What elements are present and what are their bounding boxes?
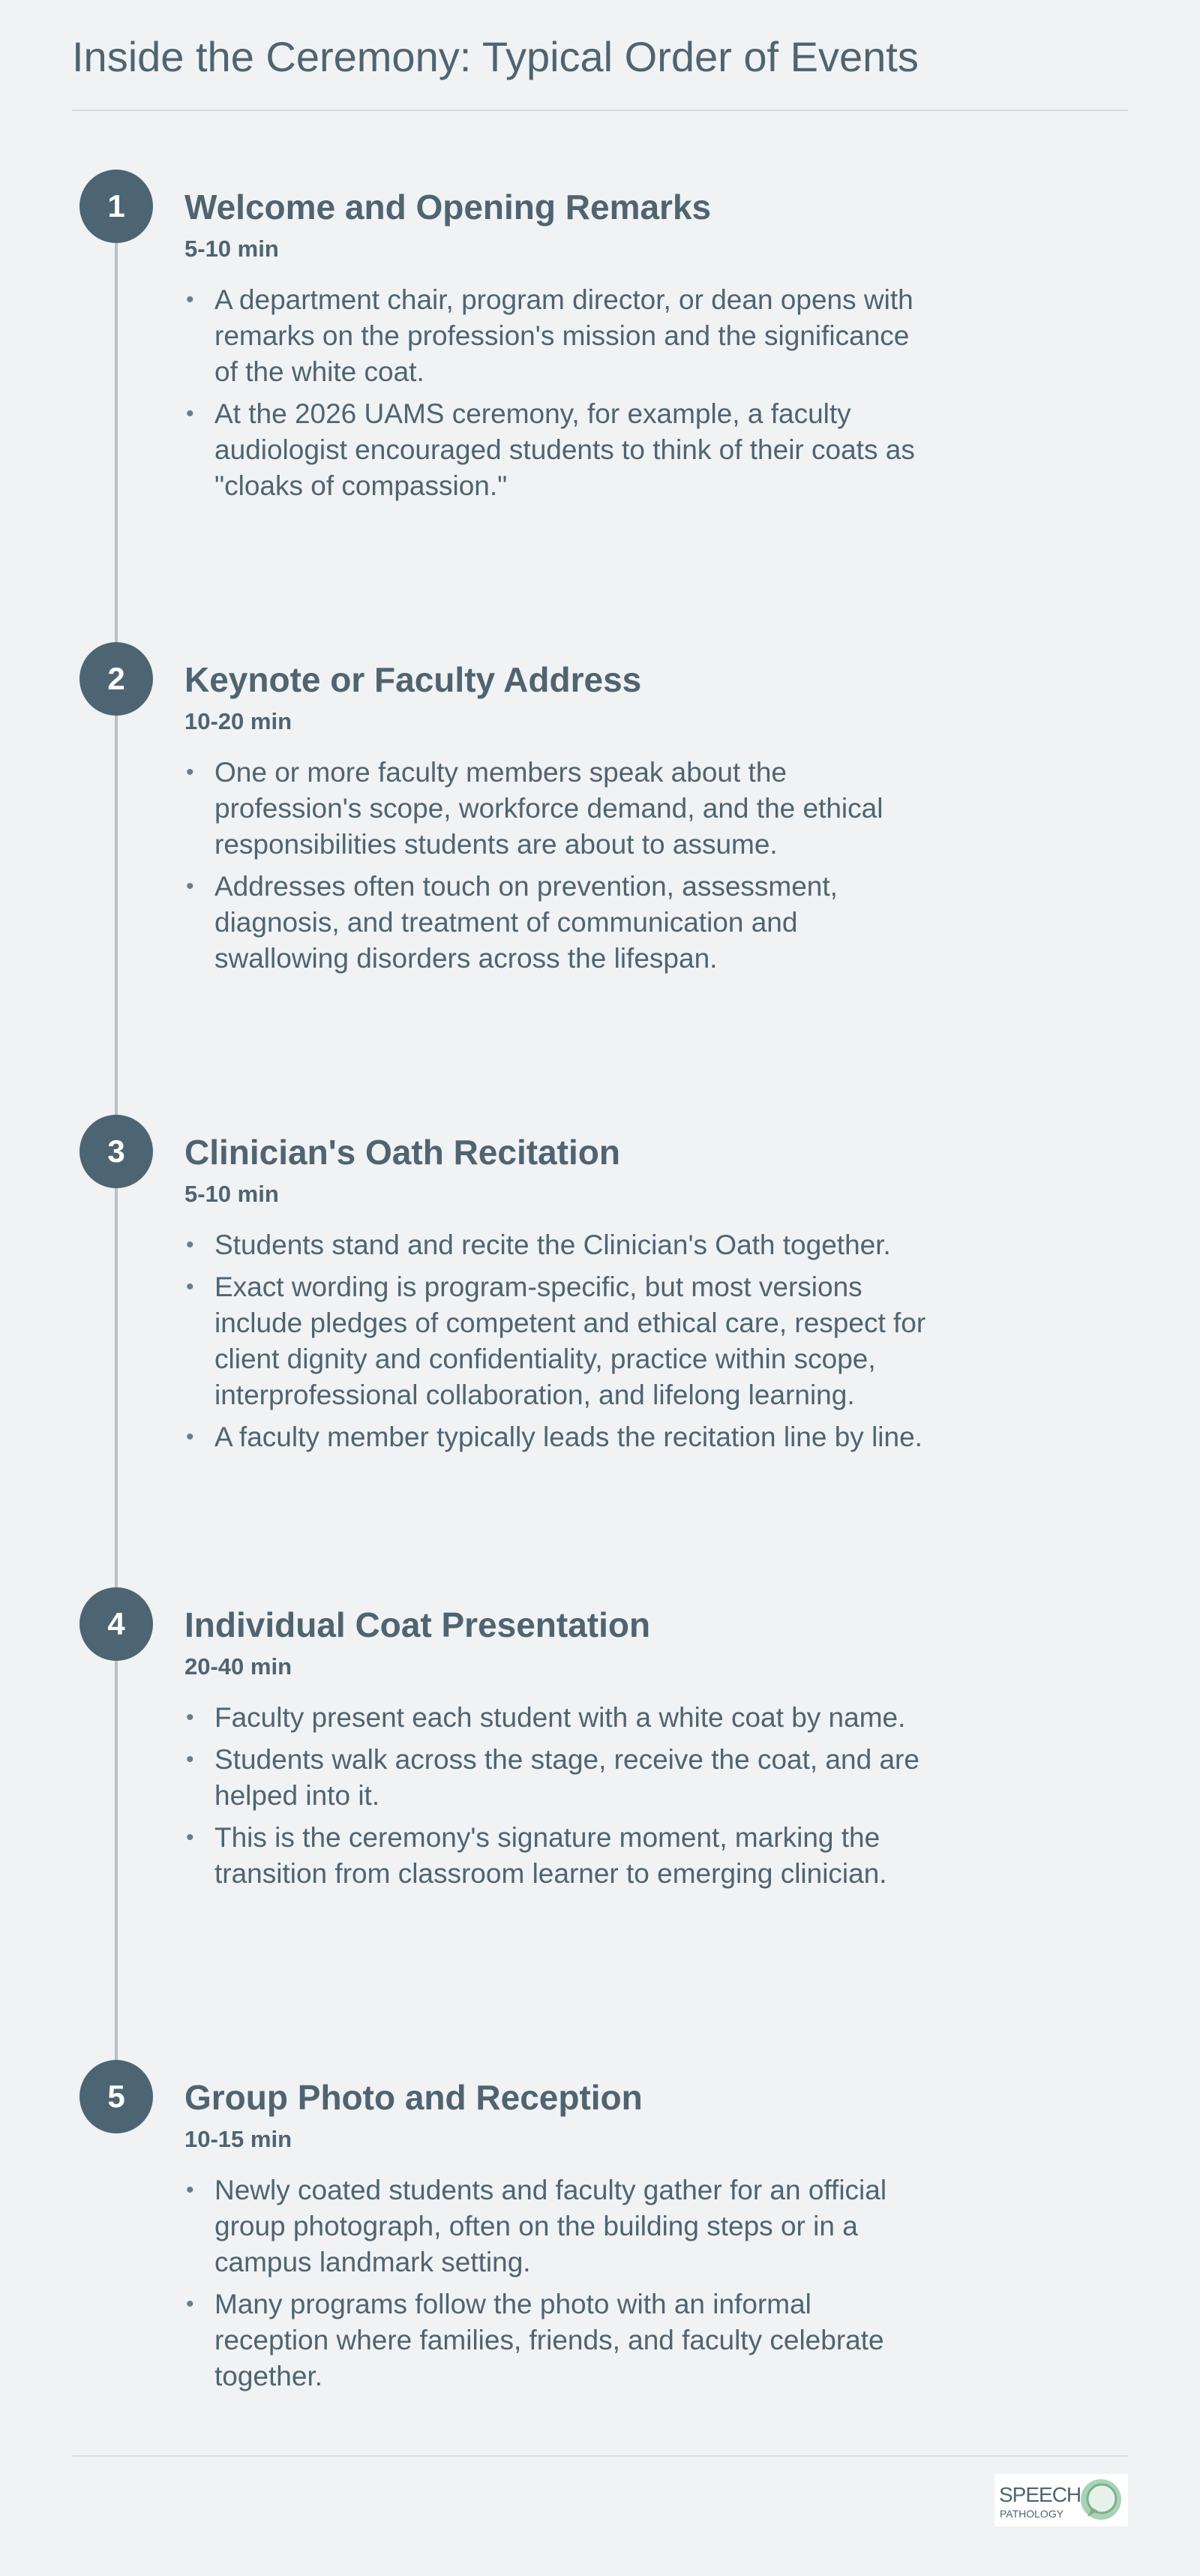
step-bullet: • Students stand and recite the Clinician's Oath together. xyxy=(184,1227,927,1263)
logo-subtitle: PATHOLOGY xyxy=(1000,2508,1064,2520)
step-bullet-list xyxy=(184,2172,927,2400)
step-bullet-list xyxy=(184,282,927,510)
step-bullet: • A faculty member typically leads the recitation line by line. xyxy=(184,1419,927,1455)
step-title: Welcome and Opening Remarks xyxy=(184,188,712,227)
step-bullet: • Many programs follow the photo with an informal reception where families, friends, and faculty celebrate together. xyxy=(184,2286,927,2394)
step-bullet: • Exact wording is program-specific, but most versions include pledges of competent and ethical care, respect for client dignity and confidentiality, practice within scope, interprofessional collaboration, and lifelong learning. xyxy=(184,1269,927,1413)
footer-divider xyxy=(72,2455,1128,2457)
step-bullet: • One or more faculty members speak about the profession's scope, workforce demand, and the ethical responsibilities students are about to assume. xyxy=(184,755,927,863)
step-number-badge: 5 xyxy=(80,2060,153,2133)
step-bullet: • This is the ceremony's signature moment, marking the transition from classroom learner to emerging clinician. xyxy=(184,1820,927,1892)
step-number-badge: 3 xyxy=(80,1115,153,1188)
step-bullet: • Faculty present each student with a white coat by name. xyxy=(184,1700,927,1736)
header-divider xyxy=(72,110,1128,111)
step-bullet: • Addresses often touch on prevention, assessment, diagnosis, and treatment of communication and swallowing disorders across the lifespan. xyxy=(184,869,927,977)
step-title: Group Photo and Reception xyxy=(184,2078,643,2117)
step-bullet-list xyxy=(184,1227,927,1461)
step-bullet-list xyxy=(184,1700,927,1898)
speech-pathology-logo xyxy=(994,2474,1128,2526)
step-title: Keynote or Faculty Address xyxy=(184,660,642,699)
step-duration: 5-10 min xyxy=(184,236,279,262)
step-duration: 20-40 min xyxy=(184,1653,292,1680)
step-number-badge: 1 xyxy=(80,170,153,243)
step-bullet: • A department chair, program director, or dean opens with remarks on the profession's mission and the significance of the white coat. xyxy=(184,282,927,390)
step-title: Individual Coat Presentation xyxy=(184,1605,651,1644)
logo-wordmark: SPEECH xyxy=(999,2483,1082,2506)
step-duration: 10-20 min xyxy=(184,708,292,734)
step-number-badge: 4 xyxy=(80,1587,153,1661)
step-bullet-list xyxy=(184,755,927,983)
step-bullet: • Students walk across the stage, receive the coat, and are helped into it. xyxy=(184,1742,927,1814)
step-bullet: • At the 2026 UAMS ceremony, for example, a faculty audiologist encouraged students to think of their coats as "cloaks of compassion." xyxy=(184,396,927,504)
step-number-badge: 2 xyxy=(80,642,153,716)
step-duration: 5-10 min xyxy=(184,1181,279,1207)
page-title: Inside the Ceremony: Typical Order of Events xyxy=(72,33,919,80)
step-bullet: • Newly coated students and faculty gather for an official group photograph, often on the building steps or in a campus landmark setting. xyxy=(184,2172,927,2280)
step-duration: 10-15 min xyxy=(184,2126,292,2152)
step-title: Clinician's Oath Recitation xyxy=(184,1133,620,1172)
speech-bubble-icon xyxy=(1078,2478,1124,2523)
